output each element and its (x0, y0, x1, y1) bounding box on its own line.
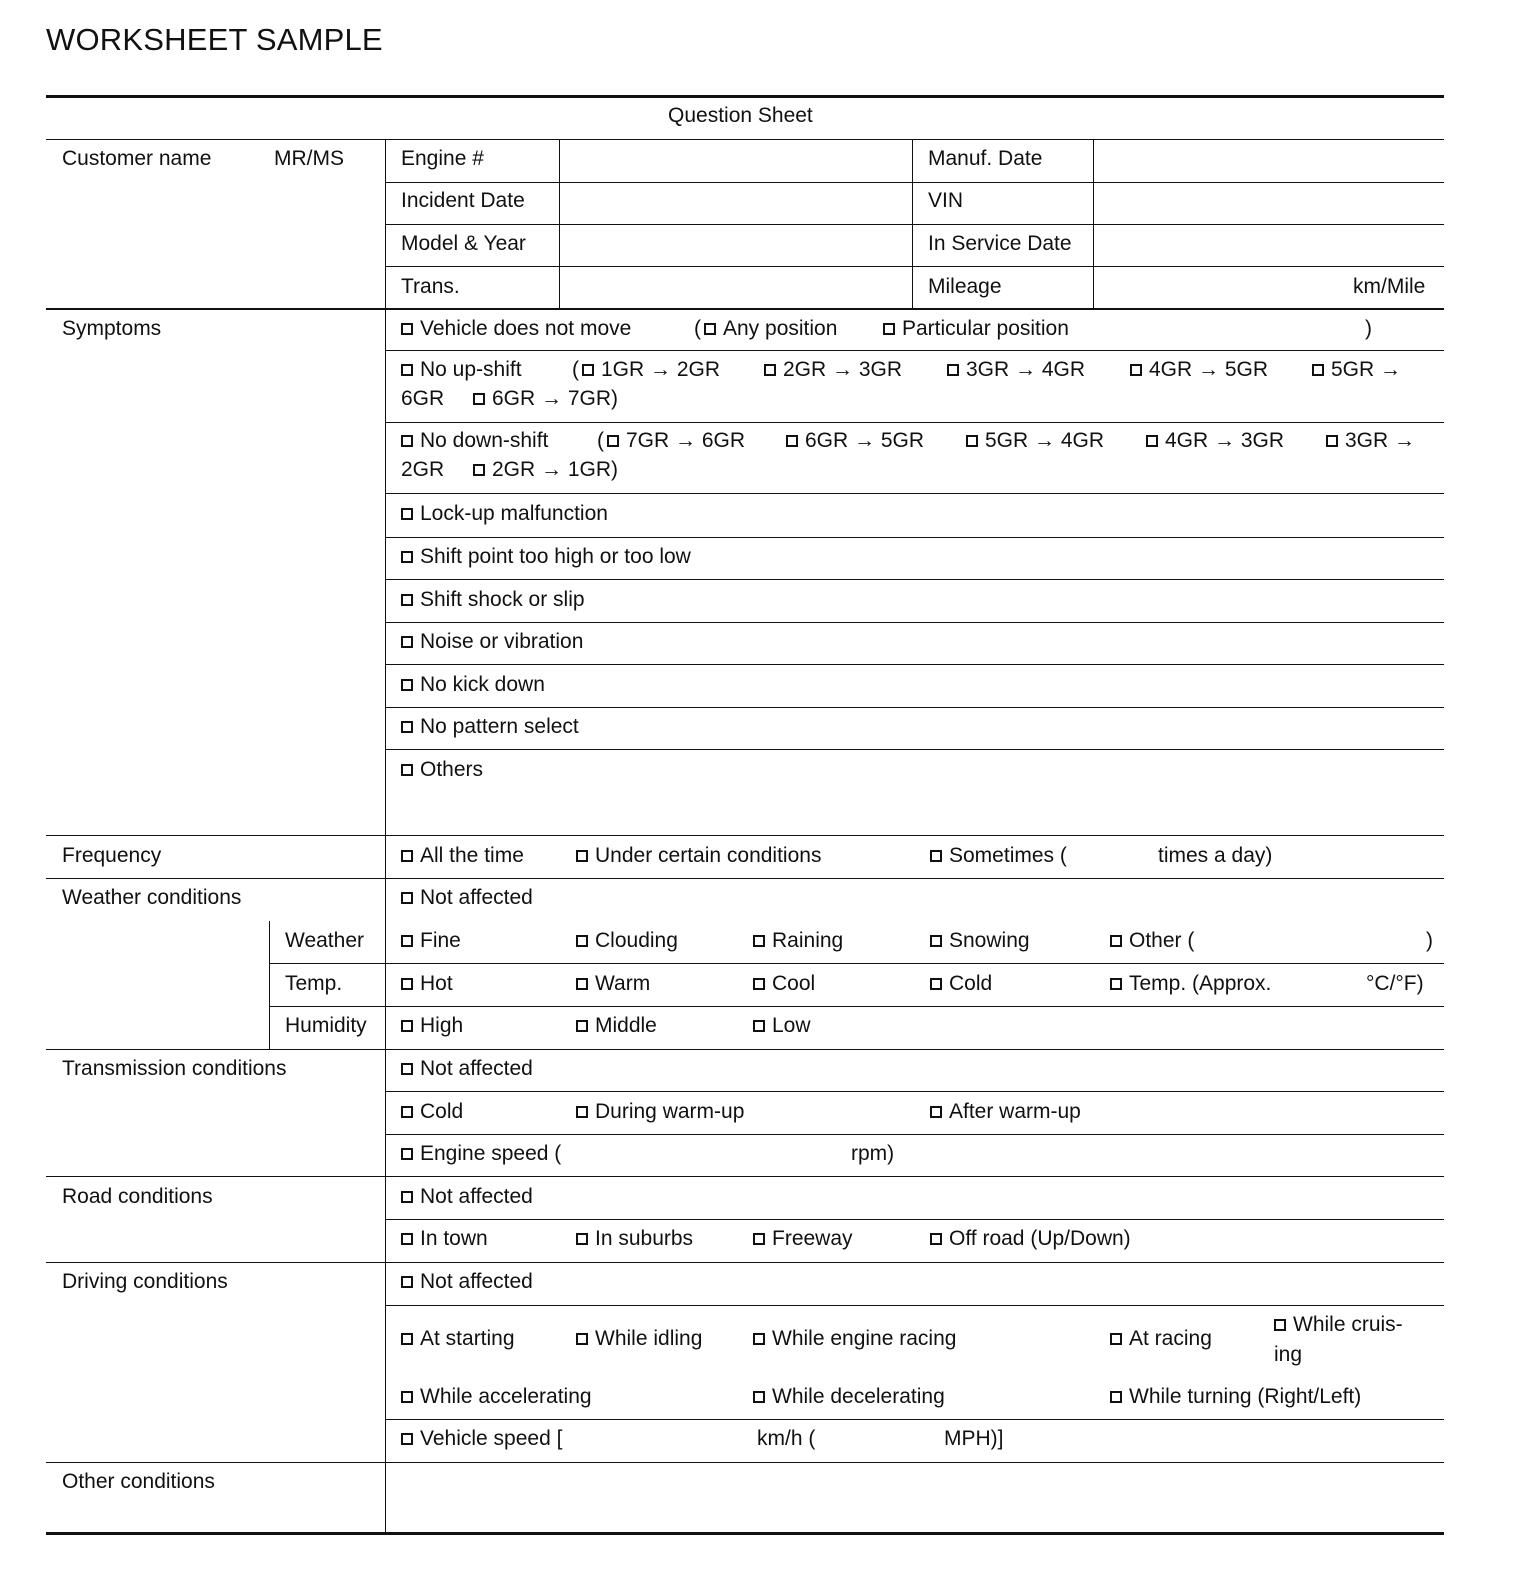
divider (385, 749, 1444, 750)
symptom-shift-point[interactable]: Shift point too high or too low (401, 544, 691, 570)
road-not-affected[interactable]: Not affected (401, 1184, 533, 1210)
checkbox[interactable] (401, 323, 413, 335)
divider (46, 1176, 1444, 1177)
checkbox[interactable] (786, 435, 798, 447)
divider (46, 139, 1444, 140)
temp-warm[interactable]: Warm (576, 971, 650, 997)
symptoms-label: Symptoms (62, 317, 162, 340)
cruising-continued: ing (1274, 1343, 1303, 1366)
engine-number-label: Engine # (401, 147, 484, 170)
checkbox[interactable] (401, 978, 413, 990)
frequency-label: Frequency (62, 844, 162, 867)
checkbox[interactable] (576, 850, 588, 862)
symptom-shift-shock[interactable]: Shift shock or slip (401, 587, 585, 613)
weather-not-affected[interactable]: Not affected (401, 885, 533, 911)
weather-clouding[interactable]: Clouding (576, 928, 678, 954)
upshift-5-6-continued: 6GR (401, 387, 445, 410)
model-year-label: Model & Year (401, 232, 526, 255)
divider (269, 963, 1444, 964)
temp-unit: °C/°F) (1366, 972, 1424, 995)
divider (385, 537, 1444, 538)
divider (385, 664, 1444, 665)
option-downshift-4-3[interactable]: 4GR → 3GR (1146, 428, 1284, 454)
checkbox[interactable] (966, 435, 978, 447)
column-rule (559, 139, 560, 309)
symptom-no-pattern-select[interactable]: No pattern select (401, 714, 579, 740)
checkbox[interactable] (1146, 435, 1158, 447)
divider (385, 1219, 1444, 1220)
checkbox[interactable] (753, 1233, 765, 1245)
driving-at-racing[interactable]: At racing (1110, 1326, 1212, 1352)
checkbox[interactable] (401, 679, 413, 691)
checkbox[interactable] (401, 892, 413, 904)
weather-raining[interactable]: Raining (753, 928, 843, 954)
checkbox[interactable] (930, 850, 942, 862)
weather-snowing[interactable]: Snowing (930, 928, 1030, 954)
symptom-vehicle-does-not-move[interactable]: Vehicle does not move (401, 316, 631, 342)
driving-vehicle-speed[interactable]: Vehicle speed [ (401, 1426, 562, 1452)
road-in-suburbs[interactable]: In suburbs (576, 1226, 693, 1252)
checkbox[interactable] (401, 1333, 413, 1345)
symptom-no-down-shift[interactable]: No down-shift (401, 428, 548, 454)
other-conditions-label: Other conditions (62, 1470, 215, 1493)
checkbox[interactable] (473, 393, 485, 405)
option-downshift-6-5[interactable]: 6GR → 5GR (786, 428, 924, 454)
checkbox[interactable] (704, 323, 716, 335)
incident-date-label: Incident Date (401, 189, 525, 212)
option-downshift-2-1[interactable]: 2GR → 1GR) (473, 457, 618, 483)
checkbox[interactable] (401, 935, 413, 947)
checkbox[interactable] (401, 1391, 413, 1403)
symptom-noise-vibration[interactable]: Noise or vibration (401, 629, 583, 655)
checkbox[interactable] (401, 551, 413, 563)
checkbox[interactable] (401, 1233, 413, 1245)
divider (269, 1006, 1444, 1007)
checkbox[interactable] (401, 1020, 413, 1032)
option-upshift-5-6[interactable]: 5GR → (1312, 357, 1401, 383)
paren-open: ( (572, 358, 579, 381)
times-a-day-label: times a day) (1158, 844, 1273, 867)
symptom-lockup-malfunction[interactable]: Lock-up malfunction (401, 501, 608, 527)
driving-while-accelerating[interactable]: While accelerating (401, 1384, 592, 1410)
checkbox[interactable] (401, 435, 413, 447)
checkbox[interactable] (401, 636, 413, 648)
temp-cold[interactable]: Cold (930, 971, 992, 997)
checkbox[interactable] (576, 1233, 588, 1245)
humidity-middle[interactable]: Middle (576, 1013, 657, 1039)
divider (385, 707, 1444, 708)
driving-while-idling[interactable]: While idling (576, 1326, 702, 1352)
bottom-rule (46, 1532, 1444, 1535)
driving-while-cruising[interactable]: While cruis- (1274, 1312, 1403, 1338)
transmission-engine-speed[interactable]: Engine speed ( (401, 1141, 561, 1167)
checkbox[interactable] (1130, 364, 1142, 376)
divider (385, 266, 1444, 267)
frequency-all-the-time[interactable]: All the time (401, 843, 524, 869)
checkbox[interactable] (930, 1233, 942, 1245)
checkbox[interactable] (1110, 1391, 1122, 1403)
checkbox[interactable] (401, 1191, 413, 1203)
divider (385, 493, 1444, 494)
checkbox[interactable] (1326, 435, 1338, 447)
road-conditions-label: Road conditions (62, 1185, 213, 1208)
weather-sub-label: Weather (285, 929, 364, 952)
vin-label: VIN (928, 189, 964, 212)
option-upshift-2-3[interactable]: 2GR → 3GR (764, 357, 902, 383)
divider (46, 1262, 1444, 1263)
divider (46, 835, 1444, 836)
sheet-title: Question Sheet (668, 104, 813, 127)
checkbox[interactable] (947, 364, 959, 376)
checkbox[interactable] (576, 935, 588, 947)
checkbox[interactable] (401, 1063, 413, 1075)
symptom-no-kick-down[interactable]: No kick down (401, 672, 545, 698)
divider (46, 878, 1444, 879)
driving-while-turning[interactable]: While turning (Right/Left) (1110, 1384, 1361, 1410)
divider (385, 622, 1444, 623)
rpm-label: rpm) (851, 1142, 895, 1165)
temp-sub-label: Temp. (285, 972, 343, 995)
checkbox[interactable] (753, 978, 765, 990)
humidity-low[interactable]: Low (753, 1013, 811, 1039)
divider (385, 182, 1444, 183)
road-in-town[interactable]: In town (401, 1226, 488, 1252)
downshift-3-2-continued: 2GR (401, 458, 445, 481)
divider (385, 350, 1444, 351)
customer-name-label: Customer name (62, 147, 212, 170)
column-rule (912, 139, 913, 309)
checkbox[interactable] (753, 935, 765, 947)
checkbox[interactable] (401, 1148, 413, 1160)
checkbox[interactable] (401, 1276, 413, 1288)
weather-conditions-label: Weather conditions (62, 886, 242, 909)
transmission-after-warmup[interactable]: After warm-up (930, 1099, 1081, 1125)
divider (46, 308, 1444, 310)
checkbox[interactable] (930, 1106, 942, 1118)
transmission-cold[interactable]: Cold (401, 1099, 463, 1125)
checkbox[interactable] (401, 721, 413, 733)
divider (385, 1134, 1444, 1135)
checkbox[interactable] (883, 323, 895, 335)
road-off-road[interactable]: Off road (Up/Down) (930, 1226, 1131, 1252)
divider (385, 422, 1444, 423)
transmission-during-warmup[interactable]: During warm-up (576, 1099, 744, 1125)
divider (385, 1419, 1444, 1420)
checkbox[interactable] (473, 464, 485, 476)
checkbox[interactable] (401, 764, 413, 776)
checkbox[interactable] (753, 1020, 765, 1032)
road-freeway[interactable]: Freeway (753, 1226, 853, 1252)
driving-conditions-label: Driving conditions (62, 1270, 228, 1293)
divider (46, 1462, 1444, 1463)
checkbox[interactable] (401, 508, 413, 520)
humidity-high[interactable]: High (401, 1013, 463, 1039)
temp-hot[interactable]: Hot (401, 971, 453, 997)
temp-cool[interactable]: Cool (753, 971, 815, 997)
option-upshift-3-4[interactable]: 3GR → 4GR (947, 357, 1085, 383)
driving-at-starting[interactable]: At starting (401, 1326, 515, 1352)
checkbox[interactable] (576, 1020, 588, 1032)
transmission-not-affected[interactable]: Not affected (401, 1056, 533, 1082)
column-rule (1093, 139, 1094, 309)
checkbox[interactable] (930, 935, 942, 947)
checkbox[interactable] (753, 1333, 765, 1345)
divider (385, 1305, 1444, 1306)
honorific-label: MR/MS (274, 147, 344, 170)
checkbox[interactable] (401, 850, 413, 862)
checkbox[interactable] (930, 978, 942, 990)
manuf-date-label: Manuf. Date (928, 147, 1043, 170)
paren-open: ( (694, 317, 701, 340)
checkbox[interactable] (764, 364, 776, 376)
paren-close: ) (1426, 929, 1433, 952)
checkbox[interactable] (576, 978, 588, 990)
kmh-label: km/h ( (757, 1427, 816, 1450)
option-upshift-6-7[interactable]: 6GR → 7GR) (473, 386, 618, 412)
checkbox[interactable] (582, 364, 594, 376)
column-rule (385, 139, 386, 1533)
divider (385, 579, 1444, 580)
option-downshift-5-4[interactable]: 5GR → 4GR (966, 428, 1104, 454)
option-downshift-3-2[interactable]: 3GR → (1326, 428, 1415, 454)
weather-other[interactable]: Other ( (1110, 928, 1194, 954)
trans-label: Trans. (401, 275, 460, 298)
checkbox[interactable] (576, 1106, 588, 1118)
mileage-label: Mileage (928, 275, 1002, 298)
driving-while-decelerating[interactable]: While decelerating (753, 1384, 945, 1410)
option-upshift-4-5[interactable]: 4GR → 5GR (1130, 357, 1268, 383)
checkbox[interactable] (1110, 935, 1122, 947)
checkbox[interactable] (401, 594, 413, 606)
checkbox[interactable] (1312, 364, 1324, 376)
option-upshift-1-2[interactable]: 1GR → 2GR (582, 357, 720, 383)
option-particular-position[interactable]: Particular position (883, 316, 1069, 342)
humidity-sub-label: Humidity (285, 1014, 367, 1037)
checkbox[interactable] (753, 1391, 765, 1403)
top-rule (46, 95, 1444, 98)
checkbox[interactable] (1110, 1333, 1122, 1345)
paren-open: ( (597, 429, 604, 452)
in-service-date-label: In Service Date (928, 232, 1072, 255)
checkbox[interactable] (401, 1106, 413, 1118)
checkbox[interactable] (576, 1333, 588, 1345)
checkbox[interactable] (401, 364, 413, 376)
symptom-others[interactable]: Others (401, 757, 483, 783)
checkbox[interactable] (1274, 1319, 1286, 1331)
divider (385, 224, 1444, 225)
option-downshift-7-6[interactable]: 7GR → 6GR (607, 428, 745, 454)
divider (46, 1049, 1444, 1050)
frequency-sometimes[interactable]: Sometimes ( (930, 843, 1067, 869)
page-title: WORKSHEET SAMPLE (46, 22, 383, 57)
weather-fine[interactable]: Fine (401, 928, 461, 954)
transmission-conditions-label: Transmission conditions (62, 1057, 287, 1080)
checkbox[interactable] (1110, 978, 1122, 990)
mileage-unit: km/Mile (1353, 275, 1426, 298)
driving-not-affected[interactable]: Not affected (401, 1269, 533, 1295)
driving-while-engine-racing[interactable]: While engine racing (753, 1326, 956, 1352)
divider (385, 1091, 1444, 1092)
symptom-no-up-shift[interactable]: No up-shift (401, 357, 522, 383)
column-rule (269, 921, 270, 1049)
option-any-position[interactable]: Any position (704, 316, 837, 342)
temp-approx[interactable]: Temp. (Approx. (1110, 971, 1271, 997)
paren-close: ) (1365, 317, 1372, 340)
mph-label: MPH)] (944, 1427, 1004, 1450)
frequency-certain-conditions[interactable]: Under certain conditions (576, 843, 821, 869)
checkbox[interactable] (401, 1433, 413, 1445)
checkbox[interactable] (607, 435, 619, 447)
